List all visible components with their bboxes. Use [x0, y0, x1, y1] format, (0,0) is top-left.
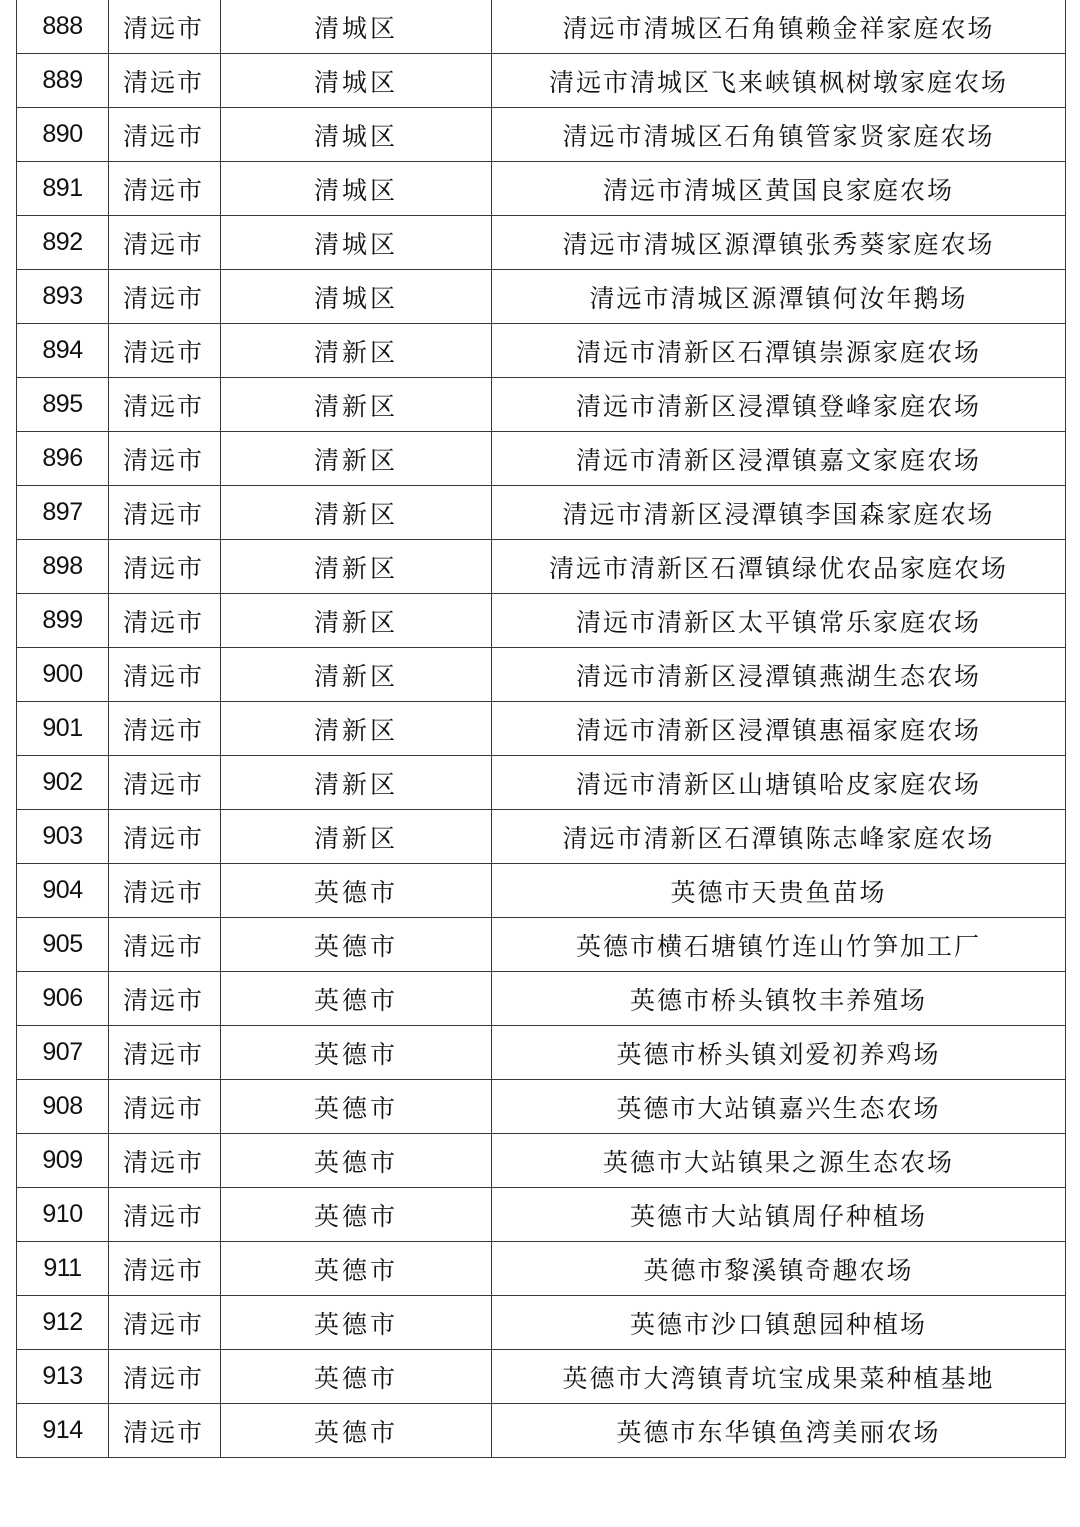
city-cell: 清远市 [109, 1188, 221, 1242]
table-row [17, 216, 1066, 270]
city-cell: 清远市 [109, 756, 221, 810]
row-number: 906 [17, 972, 109, 1026]
district-cell: 英德市 [221, 1026, 492, 1080]
city-cell: 清远市 [109, 702, 221, 756]
row-number: 898 [17, 540, 109, 594]
farm-list-table [16, 0, 1066, 1458]
row-number: 908 [17, 1080, 109, 1134]
district-cell: 英德市 [221, 1134, 492, 1188]
district-cell: 清新区 [221, 540, 492, 594]
farm-name-cell: 英德市黎溪镇奇趣农场 [492, 1242, 1066, 1296]
city-cell: 清远市 [109, 270, 221, 324]
farm-name-cell: 清远市清城区源潭镇张秀葵家庭农场 [492, 216, 1066, 270]
table-row [17, 1080, 1066, 1134]
table-row [17, 1404, 1066, 1458]
row-number: 901 [17, 702, 109, 756]
farm-name-cell: 英德市东华镇鱼湾美丽农场 [492, 1404, 1066, 1458]
city-cell: 清远市 [109, 324, 221, 378]
city-cell: 清远市 [109, 1080, 221, 1134]
city-cell: 清远市 [109, 108, 221, 162]
row-number: 888 [17, 0, 109, 54]
row-number: 907 [17, 1026, 109, 1080]
table-row [17, 1134, 1066, 1188]
district-cell: 清城区 [221, 108, 492, 162]
district-cell: 英德市 [221, 972, 492, 1026]
farm-name-cell: 英德市横石塘镇竹连山竹笋加工厂 [492, 918, 1066, 972]
row-number: 892 [17, 216, 109, 270]
row-number: 897 [17, 486, 109, 540]
table-row [17, 324, 1066, 378]
farm-name-cell: 清远市清城区石角镇赖金祥家庭农场 [492, 0, 1066, 54]
city-cell: 清远市 [109, 1134, 221, 1188]
district-cell: 英德市 [221, 1242, 492, 1296]
farm-name-cell: 英德市天贵鱼苗场 [492, 864, 1066, 918]
city-cell: 清远市 [109, 1350, 221, 1404]
table-row [17, 270, 1066, 324]
row-number: 889 [17, 54, 109, 108]
row-number: 891 [17, 162, 109, 216]
district-cell: 英德市 [221, 864, 492, 918]
table-row [17, 702, 1066, 756]
city-cell: 清远市 [109, 972, 221, 1026]
district-cell: 清城区 [221, 162, 492, 216]
city-cell: 清远市 [109, 1026, 221, 1080]
row-number: 905 [17, 918, 109, 972]
city-cell: 清远市 [109, 1296, 221, 1350]
farm-name-cell: 清远市清新区浸潭镇嘉文家庭农场 [492, 432, 1066, 486]
table-row [17, 1296, 1066, 1350]
table-row [17, 972, 1066, 1026]
table-row [17, 864, 1066, 918]
farm-name-cell: 英德市大湾镇青坑宝成果菜种植基地 [492, 1350, 1066, 1404]
table-row [17, 378, 1066, 432]
district-cell: 清新区 [221, 378, 492, 432]
row-number: 894 [17, 324, 109, 378]
city-cell: 清远市 [109, 594, 221, 648]
district-cell: 清新区 [221, 702, 492, 756]
city-cell: 清远市 [109, 648, 221, 702]
city-cell: 清远市 [109, 432, 221, 486]
table-row [17, 162, 1066, 216]
city-cell: 清远市 [109, 864, 221, 918]
district-cell: 英德市 [221, 1080, 492, 1134]
district-cell: 清新区 [221, 648, 492, 702]
farm-name-cell: 清远市清新区山塘镇哈皮家庭农场 [492, 756, 1066, 810]
city-cell: 清远市 [109, 378, 221, 432]
farm-name-cell: 清远市清城区源潭镇何汝年鹅场 [492, 270, 1066, 324]
farm-name-cell: 英德市大站镇果之源生态农场 [492, 1134, 1066, 1188]
row-number: 902 [17, 756, 109, 810]
district-cell: 英德市 [221, 1296, 492, 1350]
farm-name-cell: 清远市清新区浸潭镇惠福家庭农场 [492, 702, 1066, 756]
district-cell: 清新区 [221, 486, 492, 540]
row-number: 900 [17, 648, 109, 702]
row-number: 903 [17, 810, 109, 864]
table-body [17, 0, 1066, 1458]
row-number: 912 [17, 1296, 109, 1350]
city-cell: 清远市 [109, 486, 221, 540]
row-number: 895 [17, 378, 109, 432]
district-cell: 清新区 [221, 324, 492, 378]
farm-name-cell: 清远市清新区浸潭镇燕湖生态农场 [492, 648, 1066, 702]
city-cell: 清远市 [109, 810, 221, 864]
farm-name-cell: 清远市清新区石潭镇陈志峰家庭农场 [492, 810, 1066, 864]
city-cell: 清远市 [109, 540, 221, 594]
row-number: 910 [17, 1188, 109, 1242]
row-number: 904 [17, 864, 109, 918]
farm-name-cell: 英德市桥头镇牧丰养殖场 [492, 972, 1066, 1026]
district-cell: 清城区 [221, 0, 492, 54]
farm-name-cell: 英德市大站镇周仔种植场 [492, 1188, 1066, 1242]
table-row [17, 1188, 1066, 1242]
district-cell: 英德市 [221, 1404, 492, 1458]
farm-name-cell: 英德市沙口镇憩园种植场 [492, 1296, 1066, 1350]
row-number: 890 [17, 108, 109, 162]
city-cell: 清远市 [109, 162, 221, 216]
district-cell: 英德市 [221, 1188, 492, 1242]
table-row [17, 486, 1066, 540]
table-row [17, 648, 1066, 702]
district-cell: 英德市 [221, 1350, 492, 1404]
table-row [17, 1242, 1066, 1296]
table-row [17, 1026, 1066, 1080]
farm-name-cell: 清远市清新区石潭镇崇源家庭农场 [492, 324, 1066, 378]
district-cell: 清新区 [221, 810, 492, 864]
farm-name-cell: 清远市清新区浸潭镇登峰家庭农场 [492, 378, 1066, 432]
district-cell: 英德市 [221, 918, 492, 972]
table-row [17, 0, 1066, 54]
city-cell: 清远市 [109, 216, 221, 270]
row-number: 911 [17, 1242, 109, 1296]
farm-name-cell: 清远市清城区石角镇管家贤家庭农场 [492, 108, 1066, 162]
row-number: 893 [17, 270, 109, 324]
table-row [17, 108, 1066, 162]
district-cell: 清新区 [221, 594, 492, 648]
city-cell: 清远市 [109, 54, 221, 108]
district-cell: 清新区 [221, 432, 492, 486]
farm-name-cell: 英德市桥头镇刘爱初养鸡场 [492, 1026, 1066, 1080]
table-row [17, 54, 1066, 108]
document-page [16, 0, 1065, 1458]
city-cell: 清远市 [109, 918, 221, 972]
table-row [17, 1350, 1066, 1404]
district-cell: 清新区 [221, 756, 492, 810]
district-cell: 清城区 [221, 270, 492, 324]
row-number: 913 [17, 1350, 109, 1404]
row-number: 914 [17, 1404, 109, 1458]
district-cell: 清城区 [221, 54, 492, 108]
farm-name-cell: 清远市清新区石潭镇绿优农品家庭农场 [492, 540, 1066, 594]
table-row [17, 594, 1066, 648]
city-cell: 清远市 [109, 1242, 221, 1296]
table-row [17, 540, 1066, 594]
city-cell: 清远市 [109, 1404, 221, 1458]
table-row [17, 432, 1066, 486]
farm-name-cell: 英德市大站镇嘉兴生态农场 [492, 1080, 1066, 1134]
farm-name-cell: 清远市清新区太平镇常乐家庭农场 [492, 594, 1066, 648]
row-number: 909 [17, 1134, 109, 1188]
farm-name-cell: 清远市清新区浸潭镇李国森家庭农场 [492, 486, 1066, 540]
row-number: 899 [17, 594, 109, 648]
district-cell: 清城区 [221, 216, 492, 270]
city-cell: 清远市 [109, 0, 221, 54]
table-row [17, 810, 1066, 864]
row-number: 896 [17, 432, 109, 486]
farm-name-cell: 清远市清城区飞来峡镇枫树墩家庭农场 [492, 54, 1066, 108]
table-row [17, 756, 1066, 810]
table-row [17, 918, 1066, 972]
farm-name-cell: 清远市清城区黄国良家庭农场 [492, 162, 1066, 216]
